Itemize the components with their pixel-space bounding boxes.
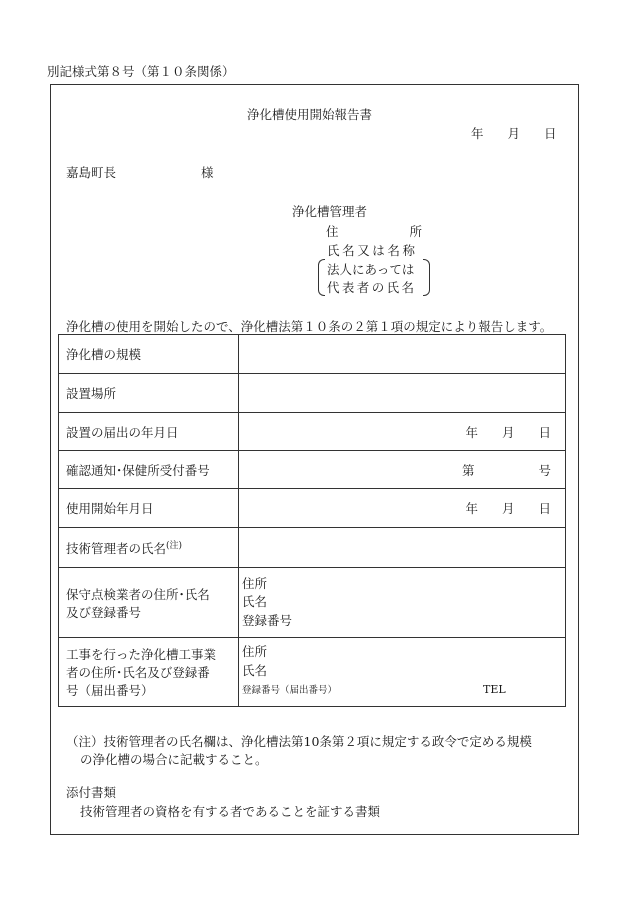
contractor-label-line1: 工事を行った浄化槽工事業 xyxy=(66,647,217,662)
contractor-label xyxy=(59,638,239,707)
contractor-address: 住所 xyxy=(242,644,268,660)
receipt-number-field[interactable] xyxy=(239,451,566,489)
install-date-ymd: 年 月 日 xyxy=(465,424,551,440)
corporation-note-line1: 法人にあっては xyxy=(327,262,415,277)
inspector-reg-number: 登録番号 xyxy=(242,612,293,628)
start-date-field[interactable] xyxy=(239,489,566,528)
inspector-label-line1: 保守点検業者の住所･氏名 xyxy=(66,586,210,602)
table-row xyxy=(59,528,566,568)
tech-manager-label xyxy=(59,528,239,568)
receipt-dai: 第 xyxy=(461,462,475,478)
receipt-number-format xyxy=(462,461,551,479)
tech-manager-field[interactable] xyxy=(239,528,566,568)
addressee-suffix: 様 xyxy=(201,165,214,180)
address-char-1: 住 xyxy=(326,224,339,239)
report-statement: 浄化槽の使用を開始したので、浄化槽法第１０条の２第１項の規定により報告します。 xyxy=(66,319,553,334)
scale-label: 浄化槽の規模 xyxy=(59,335,239,374)
report-table xyxy=(58,334,566,707)
inspector-label-line2: 及び登録番号 xyxy=(66,604,142,620)
table-row xyxy=(59,638,566,707)
footnote xyxy=(66,733,532,769)
bracket-right xyxy=(423,259,430,296)
manager-name-label: 氏名又は名称 xyxy=(327,243,418,258)
scale-field[interactable] xyxy=(239,335,566,374)
bracket-left xyxy=(318,259,325,296)
table-row xyxy=(59,413,566,451)
contractor-field[interactable] xyxy=(239,638,566,707)
table-row xyxy=(59,335,566,374)
footnote-line1: （注）技術管理者の氏名欄は、浄化槽法第10条第２項に規定する政令で定める規模 xyxy=(66,734,532,749)
corporation-note-line2: 代表者の氏名 xyxy=(327,280,417,295)
table-row xyxy=(59,568,566,638)
report-date: 年 月 日 xyxy=(471,126,557,141)
manager-label: 浄化槽管理者 xyxy=(292,204,368,219)
table-row xyxy=(59,374,566,413)
inspector-field[interactable] xyxy=(239,568,566,638)
contractor-label-line2: 者の住所･氏名及び登録番 xyxy=(66,665,210,680)
contractor-reg-number: 登録番号（届出番号） xyxy=(242,685,338,697)
inspector-label xyxy=(59,568,239,638)
attachments-item: 技術管理者の資格を有する者であることを証する書類 xyxy=(80,804,381,819)
form-title: 浄化槽使用開始報告書 xyxy=(247,107,373,122)
address-char-2: 所 xyxy=(409,224,422,239)
corporation-note xyxy=(318,259,430,296)
inspector-address: 住所 xyxy=(242,575,268,591)
note-mark: (注) xyxy=(166,540,183,551)
addressee: 嘉島町長 xyxy=(66,165,117,180)
contractor-tel: TEL xyxy=(483,683,506,697)
attachments-heading: 添付書類 xyxy=(66,785,117,800)
footnote-line2: の浄化槽の場合に記載すること。 xyxy=(80,752,268,767)
location-label: 設置場所 xyxy=(59,374,239,413)
manager-address-label xyxy=(326,222,422,240)
receipt-number-label: 確認通知･保健所受付番号 xyxy=(59,451,239,489)
location-field[interactable] xyxy=(239,374,566,413)
start-date-label: 使用開始年月日 xyxy=(59,489,239,528)
receipt-go: 号 xyxy=(538,462,551,478)
table-row xyxy=(59,489,566,528)
install-date-field[interactable] xyxy=(239,413,566,451)
install-date-label: 設置の届出の年月日 xyxy=(59,413,239,451)
table-row xyxy=(59,451,566,489)
contractor-name: 氏名 xyxy=(242,662,268,678)
contractor-label-line3: 号（届出番号） xyxy=(66,683,154,698)
form-number-label: 別記様式第８号（第１０条関係） xyxy=(47,64,235,79)
start-date-ymd: 年 月 日 xyxy=(465,501,551,516)
tech-manager-text: 技術管理者の氏名 xyxy=(66,541,167,557)
inspector-name: 氏名 xyxy=(242,594,268,610)
